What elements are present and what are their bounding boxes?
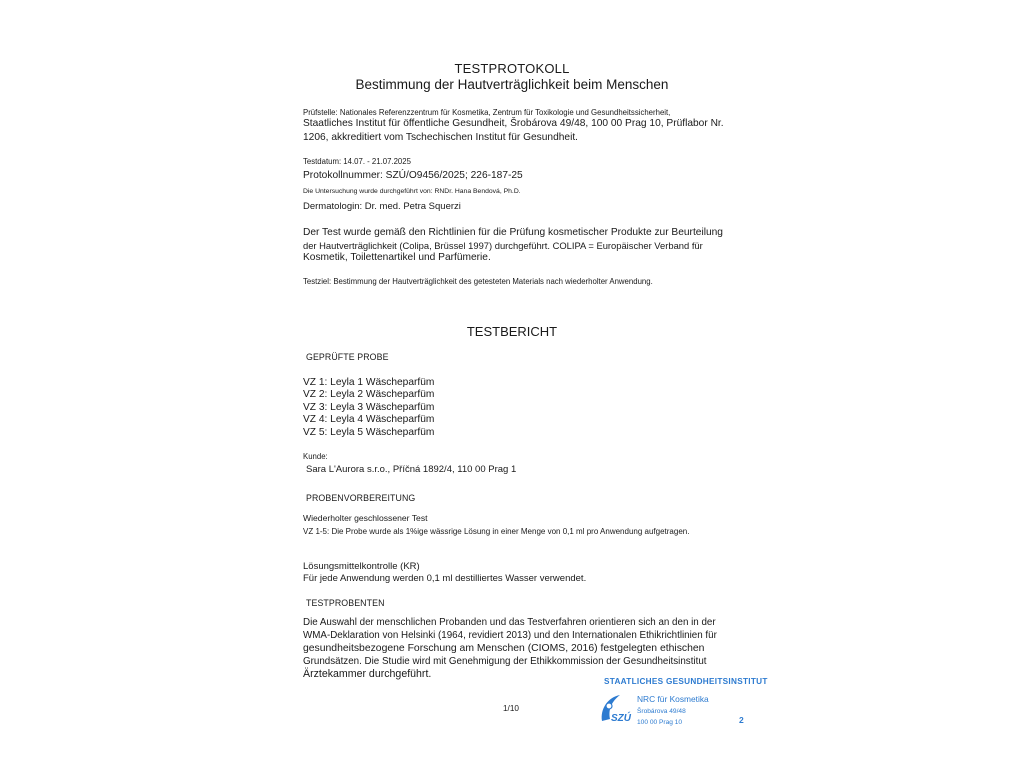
test-date: Testdatum: 14.07. - 21.07.2025 — [303, 157, 411, 166]
control-title: Lösungsmittelkontrolle (KR) — [303, 561, 420, 572]
paragraph-line: Ärztekammer durchgeführt. — [303, 668, 432, 680]
szu-logo-icon — [596, 691, 636, 727]
subjects-heading: TESTPROBENTEN — [306, 598, 385, 608]
sample-item: VZ 5: Leyla 5 Wäscheparfüm — [303, 426, 435, 438]
sample-list — [303, 377, 434, 439]
paragraph-line: Grundsätzen. Die Studie wird mit Genehmigung der Ethikkommission der Gesundheitsinstitut — [303, 656, 707, 667]
document-subtitle: Bestimmung der Hautverträglichkeit beim Menschen — [355, 77, 669, 92]
stamp-dept: NRC für Kosmetika — [637, 694, 709, 704]
paragraph-line: WMA-Deklaration von Helsinki (1964, revidiert 2013) und den Internationalen Ethikrichtlinien für — [303, 630, 717, 641]
performed-by: Die Untersuchung wurde durchgeführt von: RNDr. Hana Bendová, Ph.D. — [303, 188, 521, 195]
prep-detail: VZ 1-5: Die Probe wurde als 1%ige wässrige Lösung in einer Menge von 0,1 ml pro Anwendung aufgetragen. — [303, 527, 690, 536]
guidelines-line-2: der Hautverträglichkeit (Colipa, Brüssel 1997) durchgeführt. COLIPA = Europäischer Verband für — [303, 240, 703, 251]
document-title: TESTPROTOKOLL — [454, 61, 570, 76]
protocol-number: Protokollnummer: SZÚ/O9456/2025; 226-187-25 — [303, 170, 523, 181]
page-number: 1/10 — [503, 704, 519, 713]
stamp-number: 2 — [739, 715, 744, 725]
logo-text: SZÚ — [611, 713, 631, 724]
stamp-street: Šrobárova 49/48 — [637, 708, 686, 715]
prep-heading: PROBENVORBEREITUNG — [306, 493, 416, 503]
sample-item: VZ 2: Leyla 2 Wäscheparfüm — [303, 389, 435, 401]
stamp-institute: STAATLICHES GESUNDHEITSINSTITUT — [604, 677, 768, 686]
customer-label: Kunde: — [303, 452, 328, 461]
lab-info-line-3: 1206, akkreditiert vom Tschechischen Institut für Gesundheit. — [303, 132, 579, 143]
dermatologist: Dermatologin: Dr. med. Petra Squerzi — [303, 201, 461, 212]
stamp-city: 100 00 Prag 10 — [637, 719, 683, 726]
customer-value: Sara L'Aurora s.r.o., Příčná 1892/4, 110 00 Prag 1 — [306, 464, 517, 475]
paragraph-line: Die Auswahl der menschlichen Probanden und das Testverfahren orientieren sich an den in der — [303, 617, 716, 628]
prep-type: Wiederholter geschlossener Test — [303, 513, 428, 523]
guidelines-line-3: Kosmetik, Toilettenartikel und Parfümerie. — [303, 252, 491, 263]
subjects-paragraph — [303, 616, 717, 681]
sample-heading: GEPRÜFTE PROBE — [306, 352, 389, 362]
report-heading: TESTBERICHT — [466, 324, 558, 339]
control-detail: Für jede Anwendung werden 0,1 ml destilliertes Wasser verwendet. — [303, 573, 587, 584]
lab-info-line-2: Staatliches Institut für öffentliche Gesundheit, Šrobárova 49/48, 100 00 Prag 10, Prüflabor Nr. — [303, 118, 724, 129]
paragraph-line: gesundheitsbezogene Forschung am Menschen (CIOMS, 2016) festgelegten ethischen — [303, 643, 705, 654]
lab-info-line-1: Prüfstelle: Nationales Referenzzentrum für Kosmetika, Zentrum für Toxikologie und Gesundheitssicherheit, — [303, 108, 671, 117]
sample-item: VZ 4: Leyla 4 Wäscheparfüm — [303, 414, 435, 426]
logo-circle — [606, 703, 612, 709]
test-goal: Testziel: Bestimmung der Hautverträglichkeit des getesteten Materials nach wiederholter Anwendung. — [303, 277, 653, 286]
guidelines-line-1: Der Test wurde gemäß den Richtlinien für die Prüfung kosmetischer Produkte zur Beurteilung — [303, 227, 723, 238]
sample-item: VZ 1: Leyla 1 Wäscheparfüm — [303, 377, 435, 388]
sample-item: VZ 3: Leyla 3 Wäscheparfüm — [303, 401, 435, 413]
